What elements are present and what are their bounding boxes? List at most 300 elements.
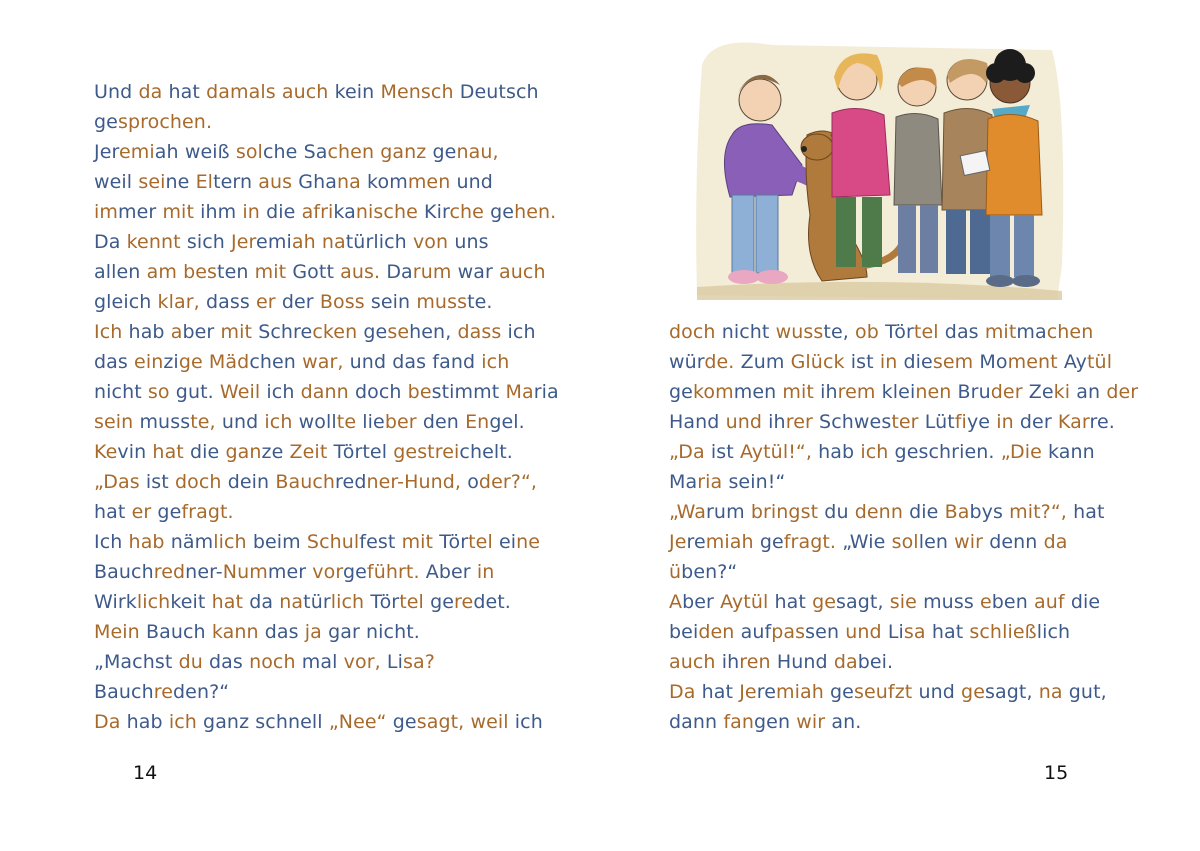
text-line bbox=[94, 587, 554, 617]
syllable: tel bbox=[913, 321, 945, 343]
syllable: der bbox=[1106, 381, 1139, 403]
syllable: wir bbox=[954, 531, 990, 553]
syllable: hab bbox=[126, 711, 169, 733]
syllable: mit bbox=[782, 381, 821, 403]
syllable: de. bbox=[704, 351, 741, 373]
syllable: se bbox=[387, 321, 410, 343]
syllable: ich bbox=[481, 351, 510, 373]
syllable: Mein bbox=[94, 621, 146, 643]
text-line bbox=[669, 617, 1129, 647]
syllable: ah bbox=[154, 141, 185, 163]
syllable: Glück bbox=[790, 351, 851, 373]
syllable: keit bbox=[170, 591, 212, 613]
syllable: weil bbox=[470, 711, 515, 733]
syllable: türlich bbox=[345, 231, 413, 253]
syllable: sei bbox=[138, 171, 166, 193]
syllable: kein bbox=[334, 81, 381, 103]
syllable: Kir bbox=[424, 201, 450, 223]
syllable: vin bbox=[117, 441, 153, 463]
syllable: sein bbox=[94, 411, 140, 433]
syllable: Sa bbox=[303, 141, 328, 163]
syllable: du bbox=[824, 501, 855, 523]
syllable: wir bbox=[796, 711, 832, 733]
syllable: bringst bbox=[750, 501, 825, 523]
syllable: men bbox=[407, 171, 457, 193]
syllable: und bbox=[349, 351, 393, 373]
syllable: hat bbox=[168, 81, 207, 103]
syllable: Tör bbox=[370, 591, 400, 613]
syllable: ich bbox=[168, 711, 204, 733]
syllable: an. bbox=[831, 711, 862, 733]
syllable: damals bbox=[206, 81, 282, 103]
syllable: te, bbox=[190, 411, 222, 433]
text-line bbox=[669, 527, 1129, 557]
syllable: schließ bbox=[969, 621, 1037, 643]
syllable: Und bbox=[94, 81, 139, 103]
syllable: ge bbox=[830, 681, 854, 703]
syllable: len bbox=[918, 531, 955, 553]
syllable: da bbox=[249, 591, 280, 613]
syllable: bei. bbox=[857, 651, 894, 673]
syllable: Hand bbox=[669, 411, 726, 433]
syllable: allen bbox=[94, 261, 147, 283]
text-line bbox=[94, 347, 554, 377]
syllable: das bbox=[392, 351, 433, 373]
syllable: ka bbox=[333, 201, 356, 223]
syllable: Num bbox=[222, 561, 268, 583]
syllable: ge bbox=[393, 441, 418, 463]
syllable: afri bbox=[301, 201, 334, 223]
syllable: rer bbox=[785, 411, 820, 433]
syllable: hen. bbox=[514, 201, 557, 223]
left-page-text bbox=[94, 77, 559, 737]
syllable: „Machst bbox=[94, 651, 179, 673]
syllable: sagt, bbox=[985, 681, 1039, 703]
syllable: schnell bbox=[255, 711, 329, 733]
syllable: Hund bbox=[776, 651, 834, 673]
syllable: nau, bbox=[456, 141, 499, 163]
text-line bbox=[94, 707, 554, 737]
syllable: Gha bbox=[298, 171, 338, 193]
syllable: mit bbox=[162, 201, 201, 223]
syllable: ria bbox=[697, 471, 729, 493]
syllable: gen bbox=[754, 711, 797, 733]
syllable: fragt. bbox=[181, 501, 234, 523]
syllable: miah bbox=[776, 681, 831, 703]
syllable: dass bbox=[205, 291, 257, 313]
text-line bbox=[94, 107, 554, 137]
syllable: das bbox=[944, 321, 985, 343]
syllable: re bbox=[454, 591, 474, 613]
syllable: auch bbox=[669, 651, 722, 673]
syllable: muss bbox=[923, 591, 980, 613]
syllable: Aytül!“, bbox=[739, 441, 819, 463]
syllable: ih bbox=[721, 651, 740, 673]
page-number-right: 15 bbox=[1044, 762, 1069, 784]
syllable: lie bbox=[362, 411, 385, 433]
syllable: sen bbox=[805, 621, 846, 643]
text-line bbox=[94, 497, 554, 527]
text-line bbox=[94, 377, 559, 407]
syllable: chen bbox=[327, 141, 381, 163]
syllable: sagt, bbox=[416, 711, 471, 733]
syllable: fand bbox=[432, 351, 482, 373]
syllable: ein bbox=[134, 351, 164, 373]
syllable: mal bbox=[301, 651, 344, 673]
syllable: vor, bbox=[343, 651, 387, 673]
syllable: rem bbox=[837, 381, 882, 403]
syllable: beim bbox=[252, 531, 307, 553]
syllable: Ma bbox=[669, 471, 698, 493]
syllable: te, bbox=[823, 321, 856, 343]
syllable: hat bbox=[701, 681, 740, 703]
syllable: Zum bbox=[740, 351, 791, 373]
syllable: gut, bbox=[1068, 681, 1107, 703]
syllable: Boss bbox=[319, 291, 371, 313]
syllable: Kar bbox=[1057, 411, 1090, 433]
syllable: fragt. bbox=[783, 531, 843, 553]
syllable: ge bbox=[430, 591, 455, 613]
syllable: seufzt bbox=[853, 681, 919, 703]
syllable: strei bbox=[417, 441, 460, 463]
syllable: ge bbox=[363, 321, 388, 343]
right-page-text bbox=[669, 317, 1139, 737]
syllable: hat bbox=[152, 441, 190, 463]
syllable: kom bbox=[367, 171, 408, 193]
text-line bbox=[94, 287, 554, 317]
syllable: El bbox=[195, 171, 214, 193]
syllable: dann bbox=[300, 381, 355, 403]
text-line bbox=[669, 347, 1129, 377]
syllable: Ma bbox=[505, 381, 534, 403]
syllable: ja bbox=[304, 621, 329, 643]
syllable: da bbox=[138, 81, 169, 103]
text-line bbox=[94, 77, 554, 107]
syllable: Schwes bbox=[819, 411, 892, 433]
syllable: ist bbox=[710, 441, 740, 463]
syllable: kann bbox=[211, 621, 265, 643]
syllable: doch bbox=[174, 471, 228, 493]
syllable: ge bbox=[961, 681, 985, 703]
syllable: lich bbox=[136, 591, 171, 613]
syllable: ihm bbox=[200, 201, 243, 223]
syllable: red bbox=[335, 471, 367, 493]
syllable: Ich bbox=[94, 321, 129, 343]
syllable: war bbox=[457, 261, 500, 283]
syllable: ben bbox=[991, 591, 1034, 613]
text-line bbox=[669, 467, 1129, 497]
syllable: chen bbox=[1046, 321, 1094, 343]
syllable: zi bbox=[163, 351, 179, 373]
syllable: wuss bbox=[775, 321, 824, 343]
syllable: auf bbox=[1034, 591, 1071, 613]
syllable: Mensch bbox=[380, 81, 460, 103]
syllable: cken bbox=[312, 321, 364, 343]
syllable: uns bbox=[454, 231, 489, 253]
syllable: das bbox=[94, 351, 135, 373]
syllable: ich bbox=[860, 441, 895, 463]
syllable: so bbox=[147, 381, 176, 403]
text-line bbox=[94, 167, 554, 197]
syllable: hat bbox=[211, 591, 250, 613]
syllable: Lüt bbox=[924, 411, 955, 433]
syllable: von bbox=[412, 231, 455, 253]
syllable: Da bbox=[94, 231, 127, 253]
syllable: nicht. bbox=[366, 621, 420, 643]
syllable: noch bbox=[249, 651, 302, 673]
text-line bbox=[94, 647, 554, 677]
syllable: ria bbox=[533, 381, 559, 403]
syllable: chen bbox=[249, 351, 303, 373]
syllable: den bbox=[422, 411, 466, 433]
syllable: sie bbox=[889, 591, 924, 613]
syllable: ob bbox=[855, 321, 886, 343]
syllable: nicht bbox=[94, 381, 148, 403]
syllable: sol bbox=[891, 531, 919, 553]
syllable: Tör bbox=[439, 531, 469, 553]
syllable: ren bbox=[739, 651, 777, 673]
syllable: doch bbox=[669, 321, 722, 343]
syllable: ber bbox=[682, 591, 721, 613]
syllable: die bbox=[903, 351, 933, 373]
syllable: gleich bbox=[94, 291, 158, 313]
syllable: mer bbox=[118, 201, 163, 223]
syllable: fest bbox=[359, 531, 402, 553]
syllable: re bbox=[756, 681, 776, 703]
text-line bbox=[669, 377, 1139, 407]
syllable: ner-Hund, bbox=[366, 471, 468, 493]
syllable: ber bbox=[182, 321, 221, 343]
syllable: sich bbox=[186, 231, 232, 253]
text-line bbox=[669, 557, 1129, 587]
syllable: er bbox=[256, 291, 282, 313]
syllable: mit bbox=[220, 321, 259, 343]
syllable: ist bbox=[850, 351, 880, 373]
syllable: tür bbox=[303, 591, 331, 613]
text-line bbox=[94, 257, 554, 287]
syllable: denn bbox=[989, 531, 1044, 553]
syllable: schrien. bbox=[918, 441, 1001, 463]
syllable: hen, bbox=[409, 321, 458, 343]
syllable: sein!“ bbox=[728, 471, 786, 493]
syllable: Je bbox=[739, 681, 757, 703]
syllable: kann bbox=[1048, 441, 1095, 463]
syllable: a bbox=[170, 321, 183, 343]
syllable: re. bbox=[1089, 411, 1115, 433]
syllable: Bru bbox=[957, 381, 991, 403]
syllable: die bbox=[190, 441, 226, 463]
syllable: sem bbox=[932, 351, 980, 373]
syllable: sol bbox=[235, 141, 263, 163]
syllable: wür bbox=[669, 351, 705, 373]
syllable: auf bbox=[740, 621, 772, 643]
syllable: che bbox=[262, 141, 304, 163]
syllable: in bbox=[476, 561, 495, 583]
syllable: ner- bbox=[185, 561, 223, 583]
syllable: En bbox=[465, 411, 490, 433]
text-line bbox=[669, 587, 1129, 617]
syllable: ge bbox=[490, 201, 515, 223]
syllable: da bbox=[1043, 531, 1068, 553]
syllable: na bbox=[1038, 681, 1069, 703]
syllable: mit?“, bbox=[1009, 501, 1074, 523]
syllable: re bbox=[153, 681, 174, 703]
syllable: die bbox=[1070, 591, 1101, 613]
text-line bbox=[94, 227, 554, 257]
syllable: muss bbox=[416, 291, 468, 313]
syllable: Wirk bbox=[94, 591, 137, 613]
syllable: hat bbox=[94, 501, 132, 523]
syllable: bes bbox=[183, 261, 218, 283]
syllable: det. bbox=[473, 591, 511, 613]
syllable: be bbox=[407, 381, 432, 403]
syllable: in bbox=[879, 351, 904, 373]
text-line bbox=[669, 437, 1129, 467]
syllable: ki bbox=[1053, 381, 1077, 403]
syllable: Schul bbox=[306, 531, 360, 553]
text-line bbox=[669, 497, 1129, 527]
syllable: der bbox=[990, 381, 1029, 403]
syllable: lich bbox=[213, 531, 253, 553]
syllable: ge bbox=[94, 111, 118, 133]
syllable: Mo bbox=[979, 351, 1008, 373]
syllable: nicht bbox=[721, 321, 776, 343]
syllable: tel bbox=[468, 531, 499, 553]
text-line bbox=[669, 707, 1129, 737]
syllable: A bbox=[669, 591, 683, 613]
syllable: hab bbox=[128, 321, 171, 343]
syllable: ich bbox=[266, 381, 301, 403]
syllable: ge bbox=[178, 351, 209, 373]
syllable: Zeit bbox=[289, 441, 334, 463]
syllable: am bbox=[146, 261, 184, 283]
syllable: Da bbox=[669, 681, 702, 703]
syllable: Je bbox=[669, 531, 687, 553]
syllable: ze bbox=[261, 441, 290, 463]
syllable: ne bbox=[165, 171, 196, 193]
syllable: „Da bbox=[669, 441, 711, 463]
syllable: pas bbox=[771, 621, 806, 643]
syllable: Bauch bbox=[94, 561, 154, 583]
syllable: ganz bbox=[203, 711, 256, 733]
syllable: ter bbox=[891, 411, 925, 433]
syllable: aus bbox=[258, 171, 299, 193]
syllable: Li bbox=[887, 621, 904, 643]
syllable: dein bbox=[227, 471, 276, 493]
syllable: „Wie bbox=[842, 531, 892, 553]
syllable: woll bbox=[298, 411, 337, 433]
syllable: dann bbox=[669, 711, 724, 733]
syllable: ma bbox=[1016, 321, 1047, 343]
syllable: ei bbox=[498, 531, 517, 553]
text-line bbox=[94, 197, 557, 227]
syllable: Deutsch bbox=[459, 81, 539, 103]
syllable: Tör bbox=[885, 321, 914, 343]
syllable: men bbox=[733, 381, 783, 403]
syllable: den?“ bbox=[173, 681, 230, 703]
syllable: „Wa bbox=[669, 501, 707, 523]
syllable: da bbox=[833, 651, 858, 673]
syllable: ge bbox=[432, 141, 457, 163]
syllable: ich bbox=[264, 411, 299, 433]
syllable: tel bbox=[362, 441, 394, 463]
text-line bbox=[669, 677, 1129, 707]
syllable: emi bbox=[119, 141, 155, 163]
syllable: kennt bbox=[126, 231, 187, 253]
syllable: mit bbox=[254, 261, 293, 283]
syllable: gan bbox=[225, 441, 262, 463]
syllable: te bbox=[336, 411, 363, 433]
syllable: an bbox=[1076, 381, 1107, 403]
syllable: na bbox=[321, 231, 346, 253]
syllable: ge bbox=[392, 711, 417, 733]
text-line bbox=[94, 407, 554, 437]
syllable: ich bbox=[507, 321, 536, 343]
syllable: in bbox=[996, 411, 1020, 433]
syllable: re bbox=[686, 531, 706, 553]
syllable: tern bbox=[213, 171, 259, 193]
syllable: na bbox=[279, 591, 304, 613]
syllable: denn bbox=[854, 501, 910, 523]
syllable: weil bbox=[94, 171, 139, 193]
syllable: bys bbox=[969, 501, 1010, 523]
syllable: der bbox=[281, 291, 320, 313]
syllable: Li bbox=[386, 651, 403, 673]
syllable: Da bbox=[94, 711, 127, 733]
syllable: im bbox=[94, 201, 118, 223]
syllable: hat bbox=[1073, 501, 1105, 523]
syllable: und bbox=[725, 411, 769, 433]
syllable: führt. bbox=[366, 561, 426, 583]
syllable: tül bbox=[1087, 351, 1113, 373]
syllable: tel bbox=[399, 591, 431, 613]
syllable: ist bbox=[145, 471, 175, 493]
syllable: ü bbox=[669, 561, 682, 583]
syllable: war, bbox=[302, 351, 350, 373]
syllable: ten bbox=[217, 261, 255, 283]
page-number-left: 14 bbox=[133, 762, 158, 784]
syllable: ye bbox=[966, 411, 997, 433]
syllable: muss bbox=[139, 411, 191, 433]
syllable: fi bbox=[954, 411, 967, 433]
syllable: hab bbox=[818, 441, 861, 463]
syllable: e bbox=[979, 591, 992, 613]
syllable: „Die bbox=[1000, 441, 1049, 463]
syllable: kom bbox=[692, 381, 734, 403]
right-page bbox=[600, 0, 1200, 851]
syllable: das bbox=[209, 651, 250, 673]
syllable: miah bbox=[705, 531, 760, 553]
syllable: sprochen. bbox=[117, 111, 213, 133]
syllable: ge bbox=[894, 441, 919, 463]
syllable: ah bbox=[291, 231, 322, 253]
syllable: das bbox=[264, 621, 305, 643]
syllable: mer bbox=[267, 561, 313, 583]
syllable: vor bbox=[312, 561, 343, 583]
syllable: rum bbox=[412, 261, 458, 283]
syllable: red bbox=[153, 561, 186, 583]
syllable: gel. bbox=[489, 411, 525, 433]
syllable: klar, bbox=[157, 291, 206, 313]
syllable: ber bbox=[438, 561, 477, 583]
syllable: Da bbox=[386, 261, 413, 283]
syllable: nen bbox=[915, 381, 958, 403]
syllable: ber bbox=[384, 411, 423, 433]
syllable: hat bbox=[931, 621, 970, 643]
syllable: Ze bbox=[1028, 381, 1054, 403]
syllable: die bbox=[266, 201, 302, 223]
syllable: sa bbox=[903, 621, 932, 643]
